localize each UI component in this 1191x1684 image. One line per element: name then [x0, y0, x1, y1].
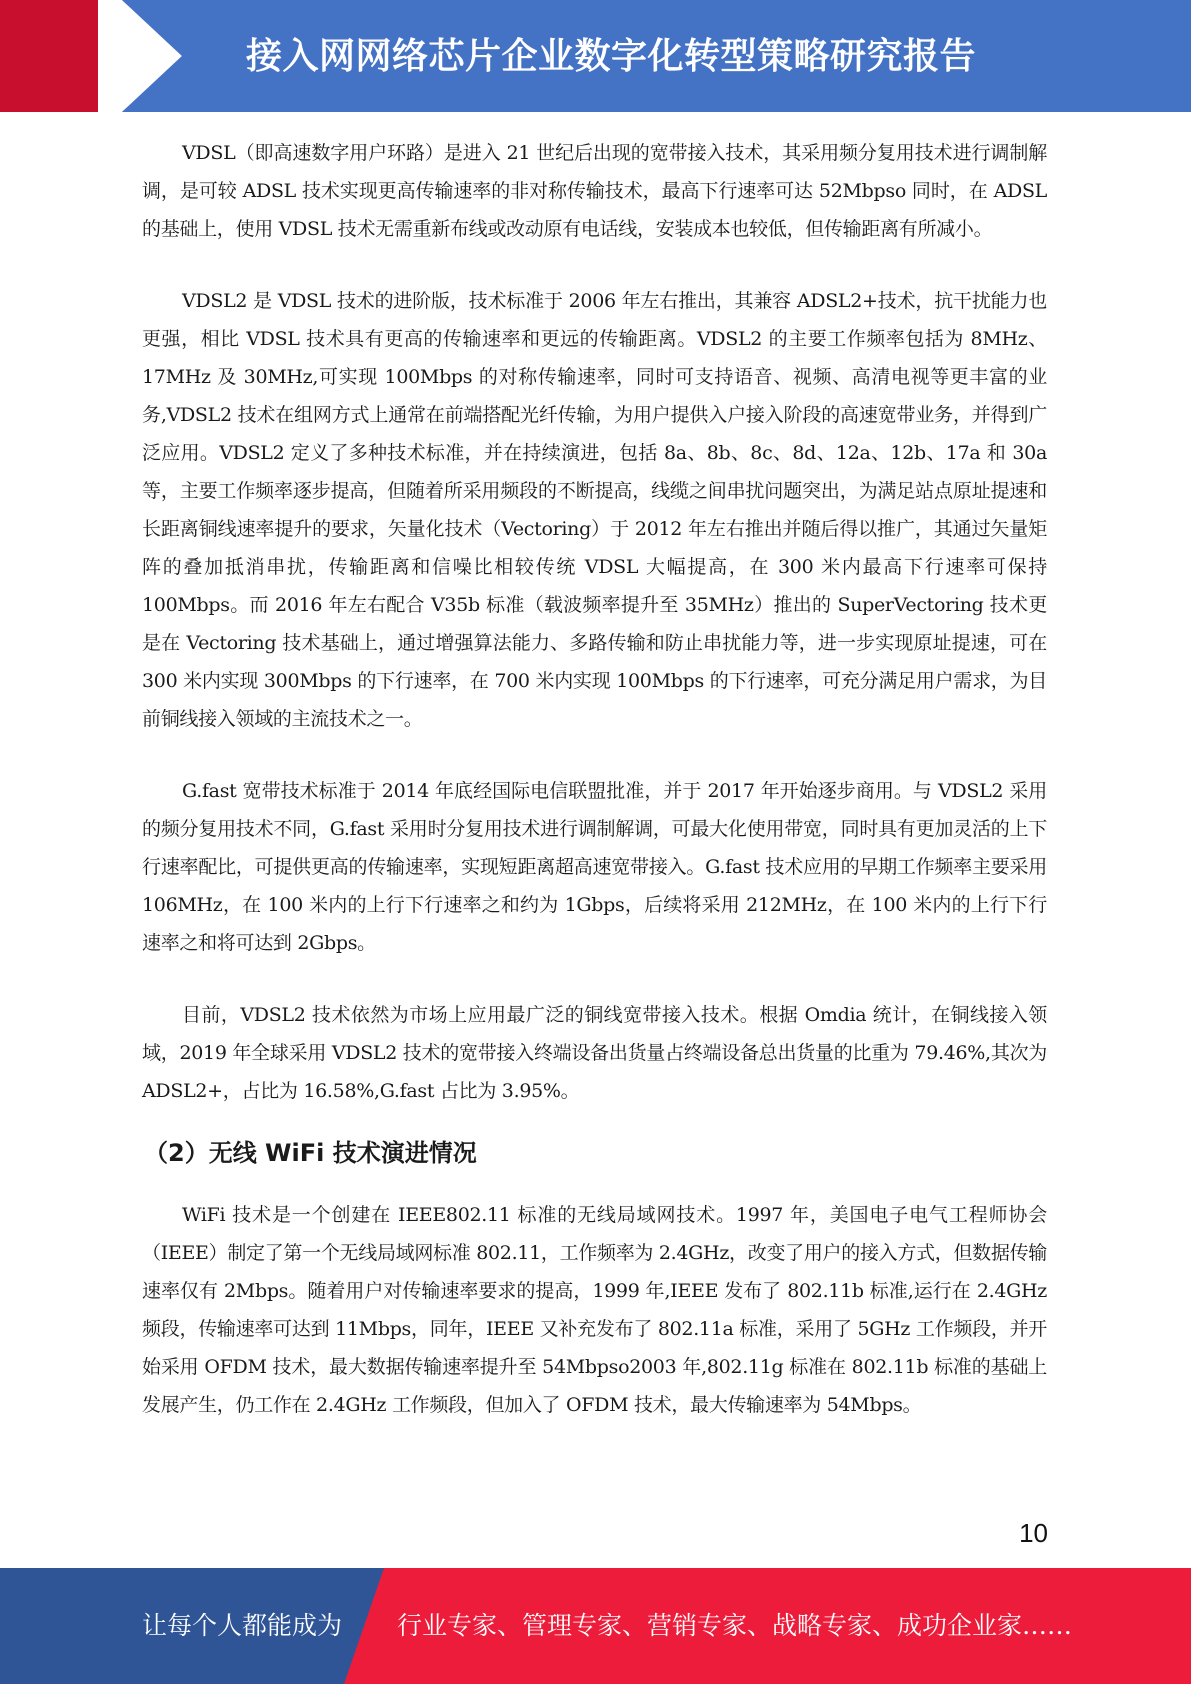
section-heading-wifi: （2）无线 WiFi 技术演进情况: [144, 1139, 477, 1167]
main-content: [142, 134, 1047, 1424]
page-header: [0, 0, 1191, 112]
footer-slogan-right: 行业专家、管理专家、营销专家、战略专家、成功企业家……: [397, 1611, 1073, 1640]
report-title: 接入网网络芯片企业数字化转型策略研究报告: [246, 36, 977, 77]
paragraph-vdsl: VDSL（即高速数字用户环路）是进入 21 世纪后出现的宽带接入技术，其采用频分复用技术进行调制解调，是可较 ADSL 技术实现更高传输速率的非对称传输技术，最高下行速率可达 52Mbpso 同时，在 ADSL 的基础上，使用 VDSL 技术无需重新布线或改动原有电话线，安装成本也较低，但传输距离有所减小。: [142, 142, 1047, 240]
footer-slogan-left: 让每个人都能成为: [142, 1611, 343, 1640]
paragraph-wifi: WiFi 技术是一个创建在 IEEE802.11 标准的无线局域网技术。1997 年，美国电子电气工程师协会（IEEE）制定了第一个无线局域网标准 802.11，工作频率为 2.4GHz，改变了用户的接入方式，但数据传输速率仅有 2Mbps。随着用户对传输速率要求的提高，1999 年,IEEE 发布了 802.11b 标准,运行在 2.4GHz 频段，传输速率可达到 11Mbps，同年，IEEE 又补充发布了 802.11a 标准，采用了 5GHz 工作频段，并开始采用 OFDM 技术，最大数据传输速率提升至 54Mbpso2003 年,802.11g 标准在 802.11b 标准的基础上发展产生，仍工作在 2.4GHz 工作频段，但加入了 OFDM 技术，最大传输速率为 54Mbps。: [142, 1204, 1047, 1416]
paragraph-vdsl2: VDSL2 是 VDSL 技术的进阶版，技术标准于 2006 年左右推出，其兼容 ADSL2+技术，抗干扰能力也更强，相比 VDSL 技术具有更高的传输速率和更远的传输距离。VDSL2 的主要工作频率包括为 8MHz、17MHz 及 30MHz,可实现 100Mbps 的对称传输速率，同时可支持语音、视频、高清电视等更丰富的业务,VDSL2 技术在组网方式上通常在前端搭配光纤传输，为用户提供入户接入阶段的高速宽带业务，并得到广泛应用。VDSL2 定义了多种技术标准，并在持续演进，包括 8a、8b、8c、8d、12a、12b、17a 和 30a 等，主要工作频率逐步提高，但随着所采用频段的不断提高，线缆之间串扰问题突出，为满足站点原址提速和长距离铜线速率提升的要求，矢量化技术（Vectoring）于 2012 年左右推出并随后得以推广，其通过矢量矩阵的叠加抵消串扰，传输距离和信噪比相较传统 VDSL 大幅提高，在 300 米内最高下行速率可保持 100Mbps。而 2016 年左右配合 V35b 标准（载波频率提升至 35MHz）推出的 SuperVectoring 技术更是在 Vectoring 技术基础上，通过增强算法能力、多路传输和防止串扰能力等，进一步实现原址提速，可在 300 米内实现 300Mbps 的下行速率，在 700 米内实现 100Mbps 的下行速率，可充分满足用户需求，为目前铜线接入领域的主流技术之一。: [142, 290, 1047, 730]
paragraph-gfast: G.fast 宽带技术标准于 2014 年底经国际电信联盟批准，并于 2017 年开始逐步商用。与 VDSL2 采用的频分复用技术不同，G.fast 采用时分复用技术进行调制解调，可最大化使用带宽，同时具有更加灵活的上下行速率配比，可提供更高的传输速率，实现短距离超高速宽带接入。G.fast 技术应用的早期工作频率主要采用 106MHz，在 100 米内的上行下行速率之和约为 1Gbps，后续将采用 212MHz，在 100 米内的上行下行速率之和将可达到 2Gbps。: [142, 780, 1047, 954]
page-footer: [0, 1568, 1191, 1684]
page-number: 10: [1019, 1518, 1048, 1548]
paragraph-market-share: 目前，VDSL2 技术依然为市场上应用最广泛的铜线宽带接入技术。根据 Omdia 统计，在铜线接入领域，2019 年全球采用 VDSL2 技术的宽带接入终端设备出货量占终端设备总出货量的比重为 79.46%,其次为 ADSL2+，占比为 16.58%,G.fast 占比为 3.95%。: [142, 1004, 1047, 1102]
